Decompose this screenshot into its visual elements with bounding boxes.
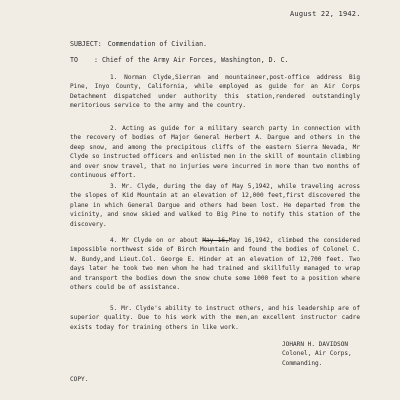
paragraph-text: Mr. Clyde's ability to instruct others, and his leadership are of superior quality. Due to his work with the men,an excellent instructor cadre exists today for training others in like work.: [70, 305, 360, 331]
signatory-role: Commanding.: [282, 359, 323, 367]
paragraph-number: 4.: [110, 237, 118, 244]
paragraph-text: Acting as guide for a military search party in connection with the recovery of bodies of Major General Herbert A. Dargue and others in the deep snow, and among the precipitous cliffs of the eastern Sierra Nevada, Mr Clyde so instructed officers and enlisted men in the skill of mountain climbing and over snow travel, that no injuries were incurred in more than two months of continuous effort.: [70, 125, 360, 180]
paragraph-number: 1.: [110, 74, 118, 81]
paragraph-4: [70, 236, 360, 292]
copy-label: COPY.: [70, 376, 89, 383]
struck-text: May 16,: [202, 237, 229, 244]
subject-text: Commendation of Civilian.: [107, 40, 208, 48]
paragraph-2: [70, 124, 360, 180]
paragraph-text: Mr. Clyde, during the day of May 5,1942, while traveling across the slopes of Kid Mountain at an elevation of 12,000 feet,first discovered the plane in which General Dargue and others had been lost. He departed from the vicinity, and snow skied and walked to Big Pine to notify this station of the discovery.: [70, 183, 360, 228]
subject-line: [70, 40, 207, 48]
to-line: [70, 56, 289, 64]
paragraph-text-start: Mr Clyde on or about: [121, 237, 198, 244]
paragraph-text: Norman Clyde,Sierran and mountaineer,post-office address Big Pine, Inyo County, California, while employed as guide for an Air Corps Detachment dispatched under authority this station,rendered outstandingly meritorious service to the army and the country.: [70, 74, 360, 110]
signatory-name: JOHARN H. DAVIDSON: [282, 341, 349, 348]
to-label: TO: [70, 56, 78, 64]
subject-label: SUBJECT:: [70, 40, 102, 48]
letter-date: August 22, 1942.: [290, 10, 361, 18]
paragraph-number: 2.: [110, 125, 118, 132]
paragraph-number: 5.: [110, 305, 118, 312]
to-text: : Chief of the Army Air Forces, Washington, D. C.: [94, 56, 289, 64]
paragraph-text-rest: May 16,1942, climbed the considered impossible northwest side of Birch Mountain and found the bodies of Colonel C. W. Bundy,and Lieut.Col. George E. Hinder at an elevation of 12,700 feet. Two days later he took two men whom he had trained and skillfully managed to wrap and transport the bodies down the snow chute some 1000 feet to a position where others could be of assistance.: [70, 237, 361, 292]
signature-block: [282, 340, 352, 368]
paragraph-3: [70, 182, 360, 229]
paragraph-1: [70, 73, 360, 111]
paragraph-5: [70, 304, 360, 332]
signatory-rank: Colonel, Air Corps,: [282, 350, 352, 358]
paragraph-number: 3.: [110, 183, 118, 190]
